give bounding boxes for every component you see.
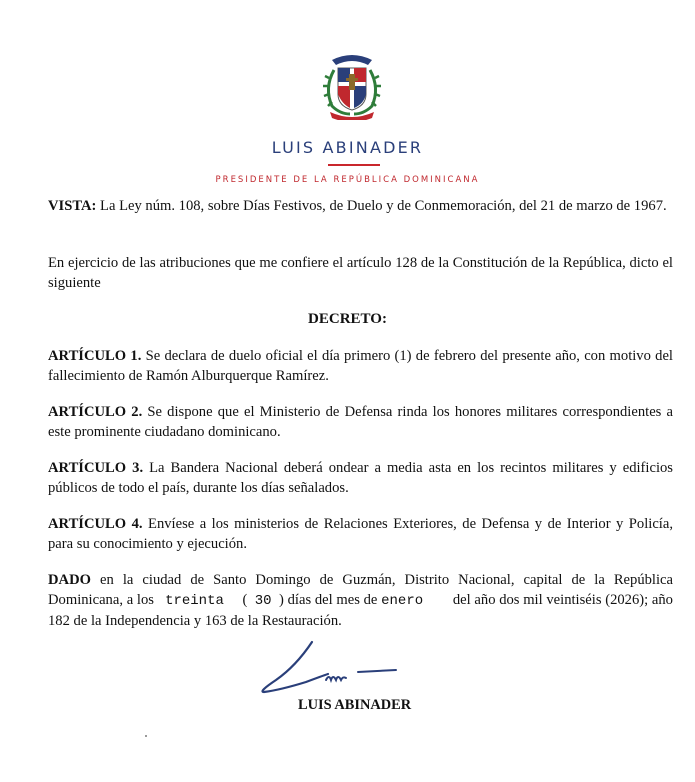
article-2-text: Se dispone que el Ministerio de Defensa rinda los honores militares correspondientes a este prominente ciudadano dominicano. (48, 404, 673, 440)
article-2-label: ARTÍCULO 2. (48, 404, 143, 420)
dado-text-1: en la ciudad de Santo Domingo de Guzmán, Distrito Nacional, capital de la República Dominicana, a los (48, 572, 673, 608)
article-2 (48, 402, 673, 442)
coat-of-arms-icon (318, 48, 386, 120)
article-4 (48, 514, 673, 554)
day-number: 30 (254, 593, 272, 609)
article-3-text: La Bandera Nacional deberá ondear a media asta en los recintos militares y edificios públicos de todo el país, durante los días señalados. (48, 460, 673, 496)
dado-paragraph: DADO en la ciudad de Santo Domingo de Guzmán, Distrito Nacional, capital de la República Dominicana, a los treinta ( 30 ) días del mes de enero del año dos mil veintiséis (2026); año 182 de la Independencia y 163 de la Restauración. (48, 572, 673, 629)
article-3-label: ARTÍCULO 3. (48, 460, 144, 476)
dado-label: DADO (48, 572, 91, 588)
article-1-label: ARTÍCULO 1. (48, 348, 142, 364)
letterhead-divider (328, 164, 380, 166)
letterhead-title: PRESIDENTE DE LA REPÚBLICA DOMINICANA (215, 175, 480, 185)
letterhead-name: LUIS ABINADER (271, 138, 424, 157)
scan-speck (145, 735, 147, 737)
vista-text: La Ley núm. 108, sobre Días Festivos, de Duelo y de Conmemoración, del 21 de marzo de 1967. (100, 198, 667, 214)
dado-text-3: del año dos mil veintiséis (2026); año 182 de la Independencia y 163 de la Restauración. (48, 592, 673, 629)
handwritten-signature-icon (250, 636, 410, 702)
article-1 (48, 346, 673, 386)
signer-name: LUIS ABINADER (298, 697, 412, 713)
decree-heading: DECRETO: (308, 311, 387, 327)
day-words: treinta (165, 593, 224, 609)
vista-label: VISTA: (48, 198, 97, 214)
month: enero (381, 593, 424, 609)
article-1-text: Se declara de duelo oficial el día primero (1) de febrero del presente año, con motivo del fallecimiento de Ramón Alburquerque Ramírez. (48, 348, 673, 384)
vista-paragraph (48, 196, 673, 216)
preamble-paragraph: En ejercicio de las atribuciones que me confiere el artículo 128 de la Constitución de la República, dicto el siguiente (48, 255, 673, 291)
article-4-label: ARTÍCULO 4. (48, 516, 143, 532)
article-3 (48, 458, 673, 498)
dado-text-2: días del mes de (287, 592, 378, 608)
article-4-text: Envíese a los ministerios de Relaciones Exteriores, de Defensa y de Interior y Policía, para su conocimiento y ejecución. (48, 516, 673, 552)
